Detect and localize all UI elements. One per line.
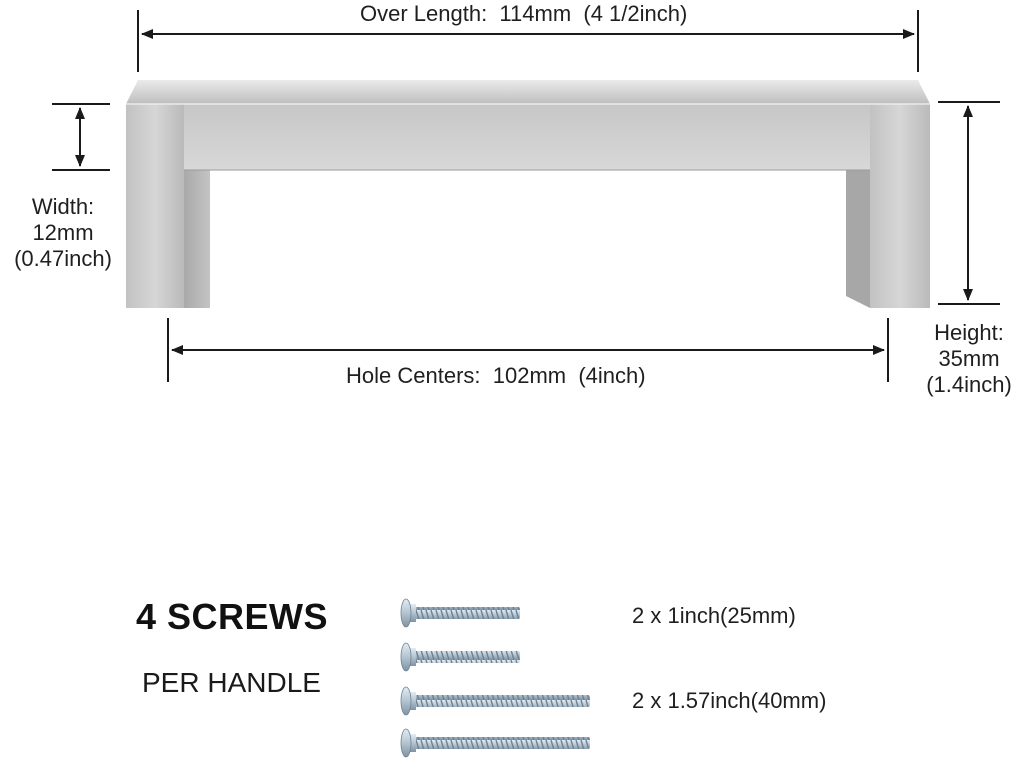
cabinet-handle bbox=[126, 80, 930, 308]
height-label bbox=[914, 320, 1024, 398]
handle-left-leg bbox=[126, 104, 184, 308]
height-title: Height: bbox=[934, 320, 1004, 345]
height-mm: 35mm bbox=[938, 346, 1000, 371]
height-dimension bbox=[938, 102, 1000, 304]
handle-front-face bbox=[126, 104, 930, 170]
over-length-title: Over Length: bbox=[360, 1, 488, 26]
height-inch: (1.4inch) bbox=[926, 372, 1012, 397]
screw-long-spec: 2 x 1.57inch(40mm) bbox=[632, 688, 827, 713]
width-label bbox=[0, 194, 126, 272]
handle-top-face bbox=[126, 80, 930, 104]
hole-centers-value: 102mm (4inch) bbox=[492, 363, 646, 388]
hole-centers-label bbox=[346, 363, 646, 389]
handle-right-leg bbox=[870, 104, 930, 308]
over-length-value: 114mm (4 1/2inch) bbox=[499, 1, 688, 26]
screw-long-1 bbox=[401, 687, 590, 715]
screws-illustration bbox=[401, 599, 590, 757]
width-mm: 12mm bbox=[32, 220, 94, 245]
handle-right-leg-inner bbox=[846, 170, 870, 308]
screw-short-2 bbox=[401, 643, 520, 671]
handle-left-leg-inner bbox=[184, 170, 210, 308]
screws-title: 4 SCREWS bbox=[136, 596, 329, 637]
screw-short-spec: 2 x 1inch(25mm) bbox=[632, 603, 796, 628]
hole-centers-title: Hole Centers: bbox=[346, 363, 481, 388]
screw-long-2 bbox=[401, 729, 590, 757]
over-length-label bbox=[360, 1, 687, 27]
width-title: Width: bbox=[31, 194, 95, 219]
width-inch: (0.47inch) bbox=[14, 246, 112, 271]
screw-short-1 bbox=[401, 599, 520, 627]
width-dimension bbox=[52, 104, 110, 170]
screws-subtitle: PER HANDLE bbox=[142, 667, 321, 698]
